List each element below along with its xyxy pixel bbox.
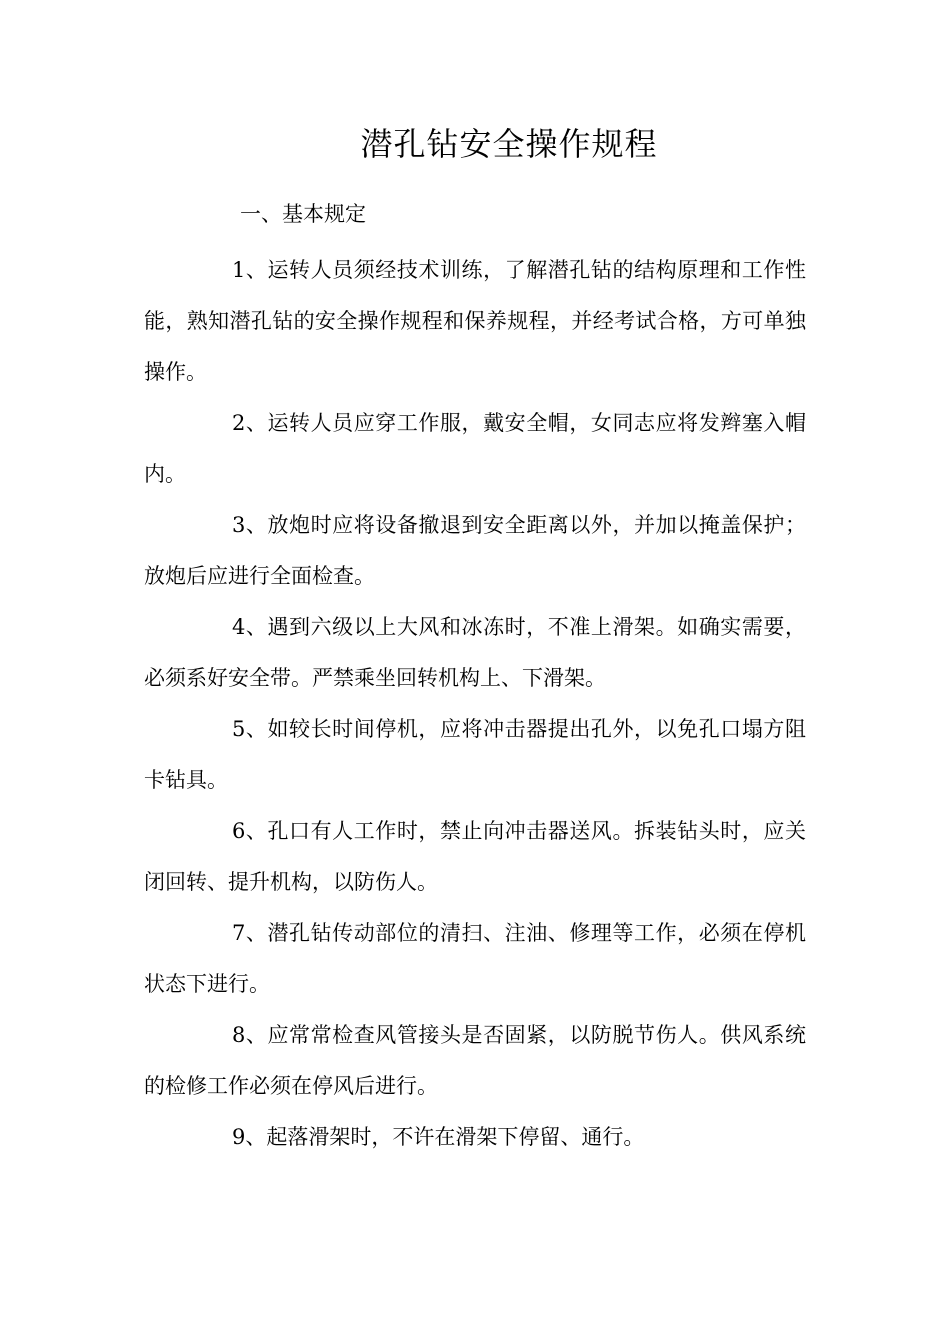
rule-paragraph-2: 2、运转人员应穿工作服，戴安全帽，女同志应将发辫塞入帽内。 — [144, 411, 806, 486]
rule-paragraph-7: 7、潜孔钻传动部位的清扫、注油、修理等工作，必须在停机状态下进行。 — [144, 921, 806, 996]
rule-paragraph-8: 8、应常常检查风管接头是否固紧，以防脱节伤人。供风系统的检修工作必须在停风后进行。 — [144, 1023, 806, 1098]
rule-paragraph-3: 3、放炮时应将设备撤退到安全距离以外，并加以掩盖保护；放炮后应进行全面检查。 — [144, 513, 806, 588]
section-heading: 一、基本规定 — [240, 202, 366, 226]
rule-paragraph-5: 5、如较长时间停机，应将冲击器提出孔外，以免孔口塌方阻卡钻具。 — [144, 717, 806, 792]
document-title: 潜孔钻安全操作规程 — [360, 125, 658, 163]
document-body — [144, 245, 806, 1163]
rule-paragraph-6: 6、孔口有人工作时，禁止向冲击器送风。拆装钻头时，应关闭回转、提升机构，以防伤人。 — [144, 819, 806, 894]
rule-paragraph-4: 4、遇到六级以上大风和冰冻时，不准上滑架。如确实需要，必须系好安全带。严禁乘坐回转机构上、下滑架。 — [144, 615, 806, 690]
rule-paragraph-1: 1、运转人员须经技术训练，了解潜孔钻的结构原理和工作性能，熟知潜孔钻的安全操作规程和保养规程，并经考试合格，方可单独操作。 — [144, 258, 806, 384]
rule-paragraph-9: 9、起落滑架时，不许在滑架下停留、通行。 — [232, 1125, 645, 1149]
